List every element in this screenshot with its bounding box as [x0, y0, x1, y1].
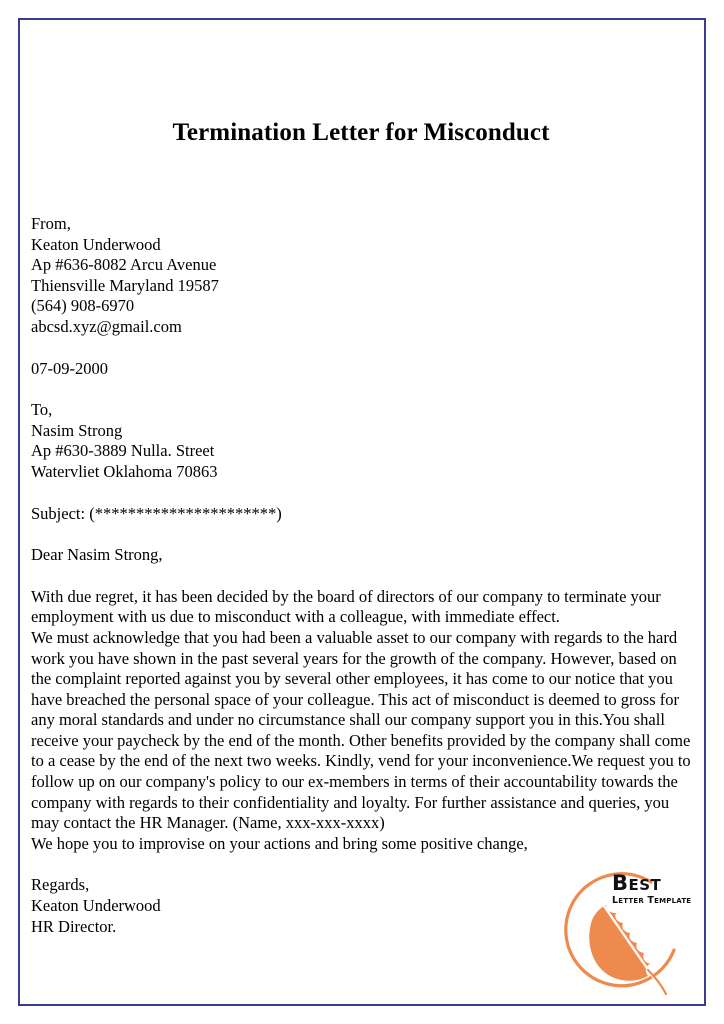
- sender-email: abcsd.xyz@gmail.com: [31, 316, 182, 336]
- subject-block: [31, 504, 691, 525]
- recipient-address-line-1: Ap #630-3889 Nulla. Street: [31, 441, 215, 461]
- closing-salutation: Regards,: [31, 875, 90, 895]
- letter-date-block: [31, 359, 691, 380]
- salutation: Dear Nasim Strong,: [31, 545, 163, 565]
- logo-wordmark: [612, 872, 696, 906]
- sender-address-line-1: Ap #636-8082 Arcu Avenue: [31, 255, 217, 275]
- page-title: Termination Letter for Misconduct: [172, 119, 550, 146]
- closing-name: Keaton Underwood: [31, 896, 161, 916]
- sender-name: Keaton Underwood: [31, 234, 161, 254]
- recipient-to-label: To,: [31, 400, 53, 420]
- closing-job-title: HR Director.: [31, 916, 117, 936]
- sender-phone: (564) 908-6970: [31, 296, 135, 316]
- recipient-name: Nasim Strong: [31, 420, 123, 440]
- subject-line: Subject: (**********************): [31, 503, 282, 523]
- body-paragraph-2: We must acknowledge that you had been a valuable asset to our company with regards to the hard work you have shown in the past several years for the growth of the company. However, based on the complaint reported against you by several other employees, it has come to our notice that you have breached the personal space of your colleague. This act of misconduct is deemed to gross for any moral standards and under no circumstance shall our company support you in this.You shall receive your paycheck by the end of the month. Other benefits provided by the company shall come to a cease by the end of the next two weeks. Kindly, vend for your inconvenience.We request you to follow up on our company's policy to our ex-members in terms of their accountability towards the company with regards to their confidentiality and loyalty. For further assistance and queries, you may contact the HR Manager. (Name, xxx-xxx-xxxx): [31, 627, 691, 833]
- best-letter-template-logo: [556, 866, 696, 1002]
- sender-from-label: From,: [31, 214, 71, 233]
- letter-body: [31, 587, 691, 855]
- logo-tagline: Letter Template: [612, 895, 692, 907]
- sender-address-block: [31, 214, 691, 338]
- body-paragraph-1: With due regret, it has been decided by the board of directors of our company to terminate your employment with us due to misconduct with a colleague, with immediate effect.: [31, 586, 661, 627]
- salutation-block: [31, 545, 691, 566]
- body-paragraph-3: We hope you to improvise on your actions and bring some positive change,: [31, 833, 528, 853]
- logo-brand-name: Best: [612, 871, 662, 895]
- recipient-address-line-2: Watervliet Oklahoma 70863: [31, 461, 218, 481]
- letter-date: 07-09-2000: [31, 358, 108, 378]
- letter-content: [31, 18, 691, 937]
- sender-address-line-2: Thiensville Maryland 19587: [31, 275, 219, 295]
- recipient-address-block: [31, 400, 691, 482]
